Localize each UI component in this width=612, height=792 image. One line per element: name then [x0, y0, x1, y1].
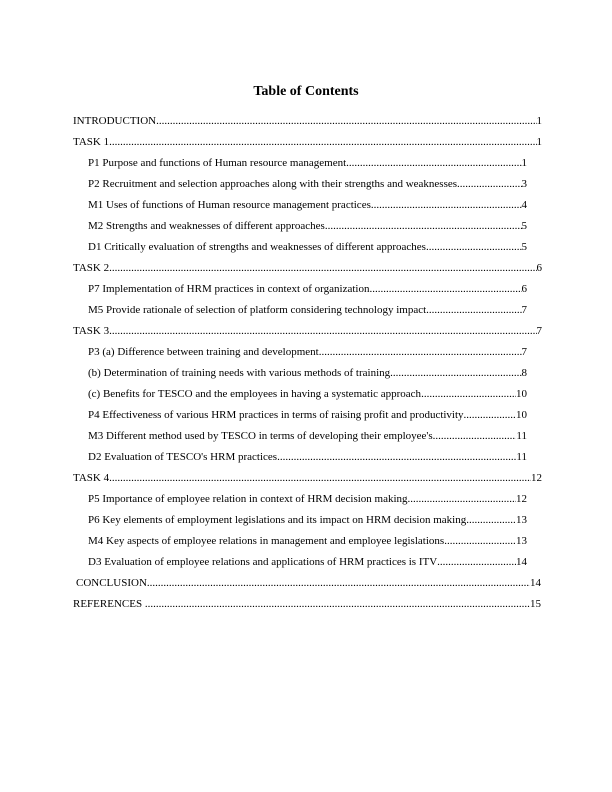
toc-entry-p4[interactable]	[88, 407, 527, 423]
toc-entry-task-4[interactable]	[73, 470, 542, 486]
toc-entry-title: M3 Different method used by TESCO in terms of developing their employee's	[88, 430, 433, 442]
dot-leader	[408, 491, 516, 507]
toc-entry-page: 1	[521, 157, 527, 169]
toc-entry-title: P1 Purpose and functions of Human resource management	[88, 157, 347, 169]
toc-entry-title: M2 Strengths and weaknesses of different approaches	[88, 220, 325, 232]
dot-leader	[319, 344, 522, 360]
toc-entry-p2[interactable]	[88, 176, 527, 192]
toc-entry-title: INTRODUCTION	[73, 115, 157, 127]
toc-entry-p3a[interactable]	[88, 344, 527, 360]
toc-entry-page: 14	[530, 577, 541, 589]
dot-leader	[390, 365, 521, 381]
toc-entry-page: 15	[530, 598, 541, 610]
toc-entry-page: 4	[521, 199, 527, 211]
toc-entry-p3c[interactable]	[88, 386, 527, 402]
toc-entry-m5[interactable]	[88, 302, 527, 318]
toc-entry-page: 1	[536, 136, 542, 148]
toc-entry-page: 3	[521, 178, 527, 190]
dot-leader	[464, 407, 516, 423]
toc-entry-title: M4 Key aspects of employee relations in management and employee legislations	[88, 535, 445, 547]
toc-entry-d1[interactable]	[88, 239, 527, 255]
toc-entry-page: 6	[521, 283, 527, 295]
toc-entry-title: (c) Benefits for TESCO and the employees in having a systematic approach	[88, 388, 422, 400]
toc-entry-page: 6	[536, 262, 542, 274]
dot-leader	[147, 575, 530, 591]
dot-leader	[437, 554, 516, 570]
toc-entry-title: P5 Importance of employee relation in context of HRM decision making	[88, 493, 408, 505]
toc-entry-title: TASK 2	[73, 262, 110, 274]
dot-leader	[109, 260, 536, 276]
toc-entry-references[interactable]	[73, 596, 541, 612]
toc-entry-page: 1	[536, 115, 542, 127]
toc-entry-page: 10	[516, 409, 527, 421]
toc-entry-task-3[interactable]	[73, 323, 542, 339]
toc-entry-title: M5 Provide rationale of selection of platform considering technology impact	[88, 304, 427, 316]
toc-entry-page: 5	[521, 241, 527, 253]
dot-leader	[421, 386, 516, 402]
dot-leader	[156, 113, 536, 129]
dot-leader	[145, 596, 530, 612]
toc-entry-title: TASK 1	[73, 136, 110, 148]
toc-entry-page: 10	[516, 388, 527, 400]
toc-entry-title: D3 Evaluation of employee relations and applications of HRM practices is ITV	[88, 556, 438, 568]
toc-entry-title: D2 Evaluation of TESCO's HRM practices	[88, 451, 278, 463]
dot-leader	[369, 281, 521, 297]
toc-entry-task-1[interactable]	[73, 134, 542, 150]
dot-leader	[109, 134, 536, 150]
toc-entry-title: P2 Recruitment and selection approaches along with their strengths and weaknesses	[88, 178, 458, 190]
toc-entry-title: P6 Key elements of employment legislations and its impact on HRM decision making	[88, 514, 467, 526]
toc-entry-page: 13	[516, 535, 527, 547]
dot-leader	[277, 449, 516, 465]
toc-entry-m4[interactable]	[88, 533, 527, 549]
toc-entry-m3[interactable]	[88, 428, 527, 444]
toc-entry-page: 7	[521, 346, 527, 358]
toc-entry-page: 12	[531, 472, 542, 484]
toc-entry-title: REFERENCES	[73, 598, 145, 610]
toc-entry-page: 13	[516, 514, 527, 526]
dot-leader	[371, 197, 522, 213]
toc-entry-introduction[interactable]	[73, 113, 542, 129]
toc-entry-title: D1 Critically evaluation of strengths and weaknesses of different approaches	[88, 241, 426, 253]
toc-entry-page: 7	[521, 304, 527, 316]
toc-title: Table of Contents	[253, 84, 359, 99]
toc-entry-page: 11	[516, 451, 527, 463]
toc-entry-page: 11	[516, 430, 527, 442]
dot-leader	[433, 428, 517, 444]
toc-entry-page: 7	[536, 325, 542, 337]
toc-entry-title: (b) Determination of training needs with various methods of training	[88, 367, 391, 379]
toc-entry-p5[interactable]	[88, 491, 527, 507]
dot-leader	[109, 323, 536, 339]
toc-entry-p3b[interactable]	[88, 365, 527, 381]
dot-leader	[457, 176, 521, 192]
toc-entry-title: P3 (a) Difference between training and development	[88, 346, 319, 358]
toc-entry-title: CONCLUSION	[76, 577, 147, 589]
toc-entry-page: 5	[521, 220, 527, 232]
toc-entry-page: 14	[516, 556, 527, 568]
toc-entry-p7[interactable]	[88, 281, 527, 297]
toc-entry-task-2[interactable]	[73, 260, 542, 276]
toc-entry-title: TASK 3	[73, 325, 110, 337]
toc-entry-title: M1 Uses of functions of Human resource management practices	[88, 199, 371, 211]
dot-leader	[444, 533, 516, 549]
toc-entry-page: 12	[516, 493, 527, 505]
dot-leader	[466, 512, 516, 528]
toc-entry-title: TASK 4	[73, 472, 110, 484]
dot-leader	[426, 302, 521, 318]
dot-leader	[346, 155, 521, 171]
toc-entry-p6[interactable]	[88, 512, 527, 528]
toc-entry-m1[interactable]	[88, 197, 527, 213]
toc-entry-page: 8	[521, 367, 527, 379]
toc-entry-m2[interactable]	[88, 218, 527, 234]
toc-entry-d3[interactable]	[88, 554, 527, 570]
toc-entry-d2[interactable]	[88, 449, 527, 465]
toc-entry-conclusion[interactable]	[76, 575, 541, 591]
dot-leader	[109, 470, 531, 486]
toc-entry-title: P4 Effectiveness of various HRM practices in terms of raising profit and productivity	[88, 409, 464, 421]
toc-entry-title: P7 Implementation of HRM practices in context of organization	[88, 283, 370, 295]
toc-entry-p1[interactable]	[88, 155, 527, 171]
dot-leader	[426, 239, 522, 255]
dot-leader	[325, 218, 522, 234]
